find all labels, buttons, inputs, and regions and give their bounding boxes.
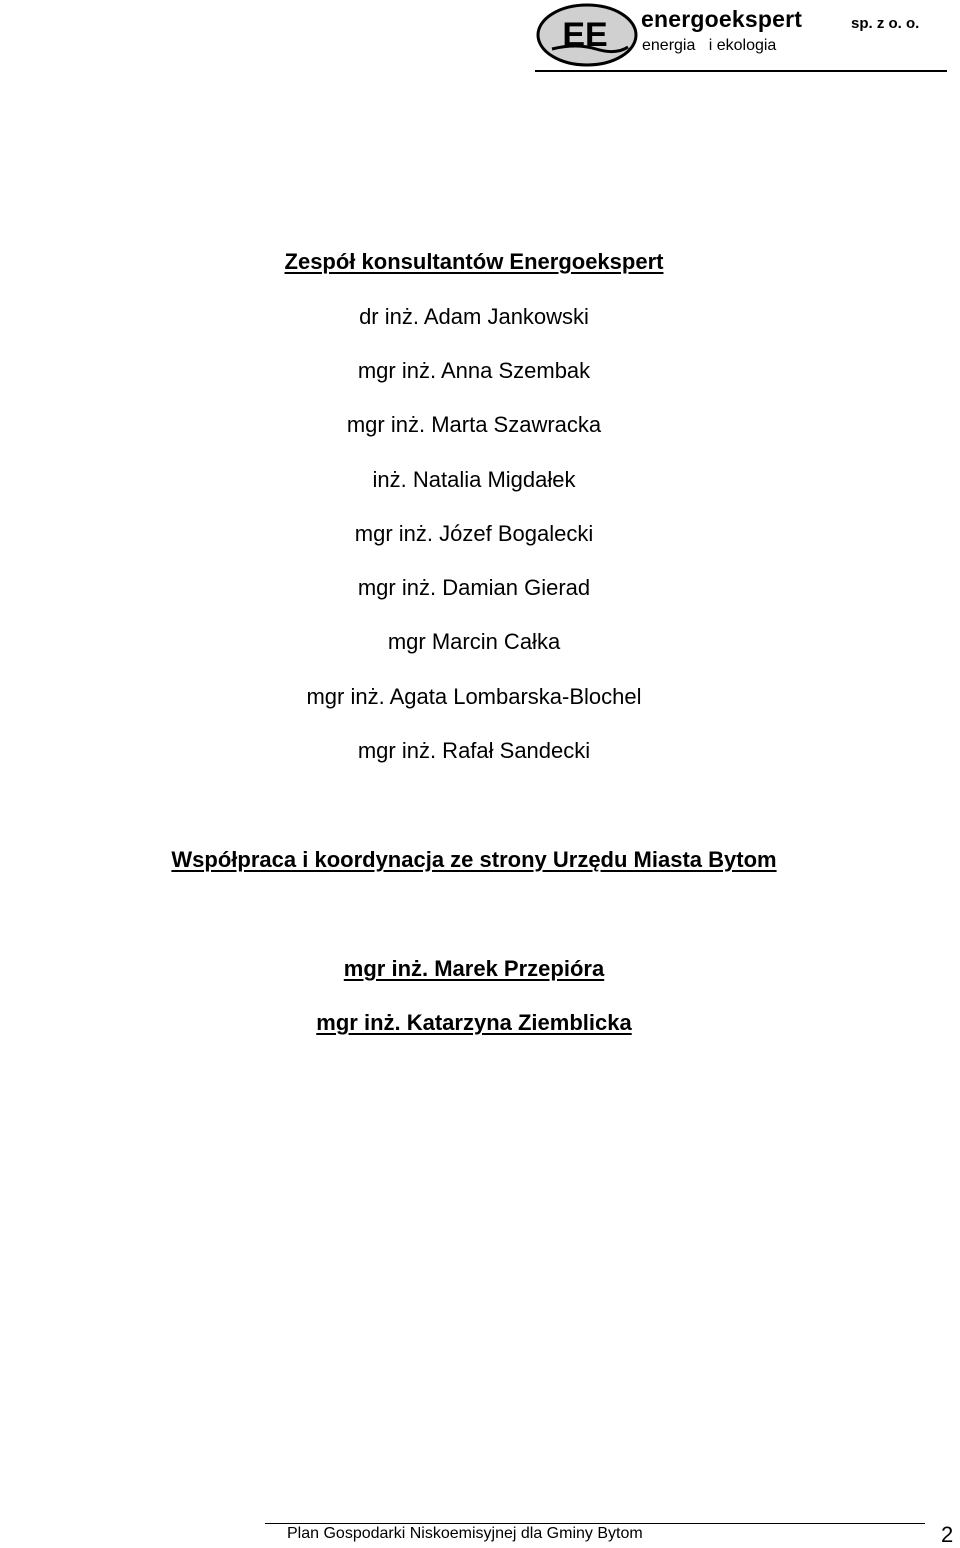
page-number: 2 (941, 1522, 954, 1547)
team-member: mgr inż. Rafał Sandecki (357, 738, 591, 763)
logo-text: EE (562, 16, 608, 54)
team-member: mgr inż. Marta Szawracka (346, 412, 602, 437)
footer-document-title: Plan Gospodarki Niskoemisyjnej dla Gminy Bytom (287, 1525, 643, 1542)
team-member: mgr inż. Józef Bogalecki (354, 521, 594, 546)
team-member: mgr inż. Anna Szembak (357, 358, 591, 383)
brand-name: energoekspert (641, 6, 803, 32)
brand-tagline: energia i ekologia (642, 37, 777, 54)
team-member: mgr inż. Damian Gierad (357, 575, 591, 600)
team-member: mgr Marcin Całka (387, 629, 561, 654)
brand-legal-suffix: sp. z o. o. (851, 15, 920, 32)
energoekspert-logo (536, 3, 638, 67)
team-member: mgr inż. Agata Lombarska-Blochel (306, 684, 642, 709)
page-header (0, 0, 960, 75)
cooperation-member: mgr inż. Marek Przepióra (343, 956, 605, 981)
footer-rule (265, 1523, 925, 1524)
team-member: dr inż. Adam Jankowski (359, 304, 589, 329)
team-title: Zespół konsultantów Energoekspert (284, 249, 664, 274)
cooperation-title: Współpraca i koordynacja ze strony Urzędu Miasta Bytom (171, 847, 777, 872)
header-rule (535, 70, 947, 72)
cooperation-member: mgr inż. Katarzyna Ziemblicka (316, 1010, 632, 1035)
team-member: inż. Natalia Migdałek (372, 467, 576, 492)
